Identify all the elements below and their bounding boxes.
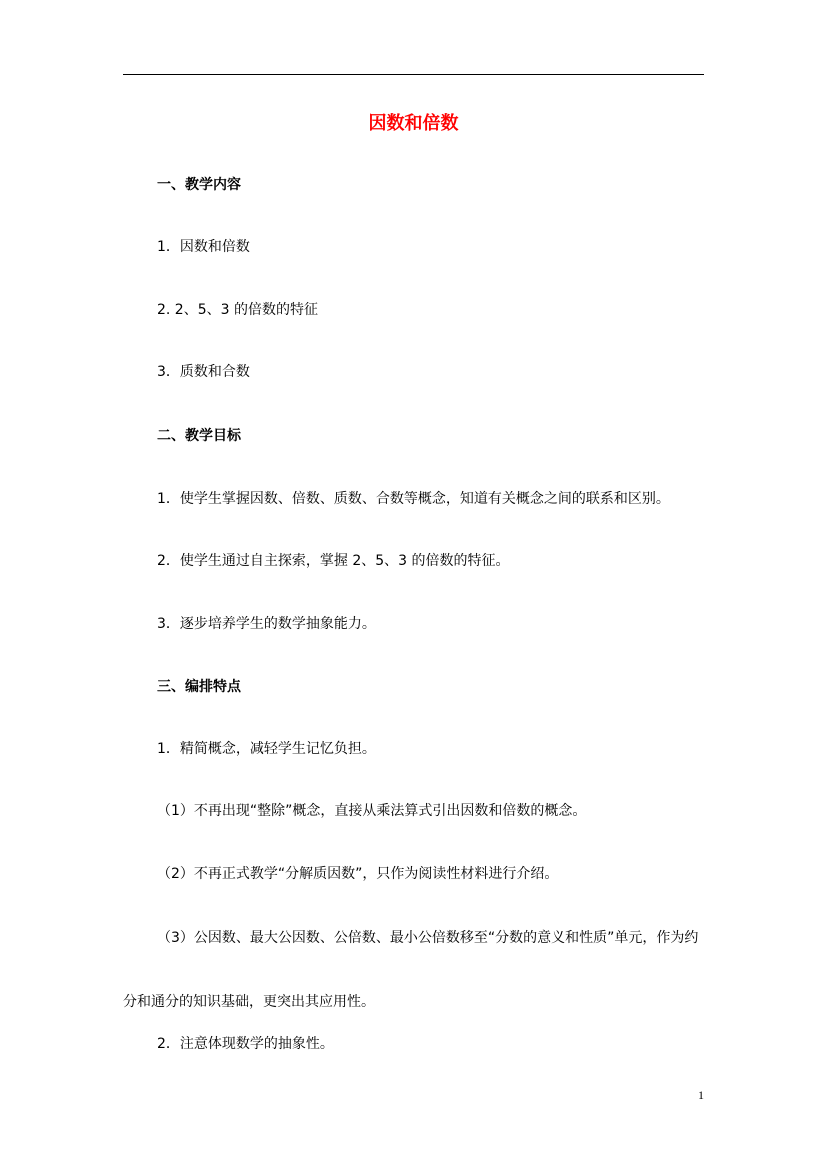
page-number: 1 <box>698 1088 704 1102</box>
feature-subitem-1: （1）不再出现“整除”概念，直接从乘法算式引出因数和倍数的概念。 <box>157 803 587 819</box>
goal-item-2: 2．使学生通过自主探索，掌握 2、5、3 的倍数的特征。 <box>157 553 510 569</box>
feature-subitem-2: （2）不再正式教学“分解质因数”，只作为阅读性材料进行介绍。 <box>157 866 559 882</box>
feature-item-2: 2．注意体现数学的抽象性。 <box>157 1036 334 1052</box>
content-item-2: 2. 2、5、3 的倍数的特征 <box>157 302 318 318</box>
section-heading-features: 三、编排特点 <box>157 679 241 695</box>
section-heading-content: 一、教学内容 <box>157 177 241 193</box>
document-title: 因数和倍数 <box>368 113 459 134</box>
content-item-1: 1．因数和倍数 <box>157 239 250 255</box>
header-rule <box>123 74 704 75</box>
feature-item-1: 1．精简概念，减轻学生记忆负担。 <box>157 741 376 757</box>
section-heading-goals: 二、教学目标 <box>157 428 241 444</box>
goal-item-1: 1．使学生掌握因数、倍数、质数、合数等概念，知道有关概念之间的联系和区别。 <box>157 491 670 507</box>
goal-item-3: 3．逐步培养学生的数学抽象能力。 <box>157 616 376 632</box>
feature-subitem-3: （3）公因数、最大公因数、公倍数、最小公倍数移至“分数的意义和性质”单元，作为约分和通分的知识基础，更突出其应用性。 <box>123 930 699 1010</box>
content-item-3: 3．质数和合数 <box>157 364 250 380</box>
